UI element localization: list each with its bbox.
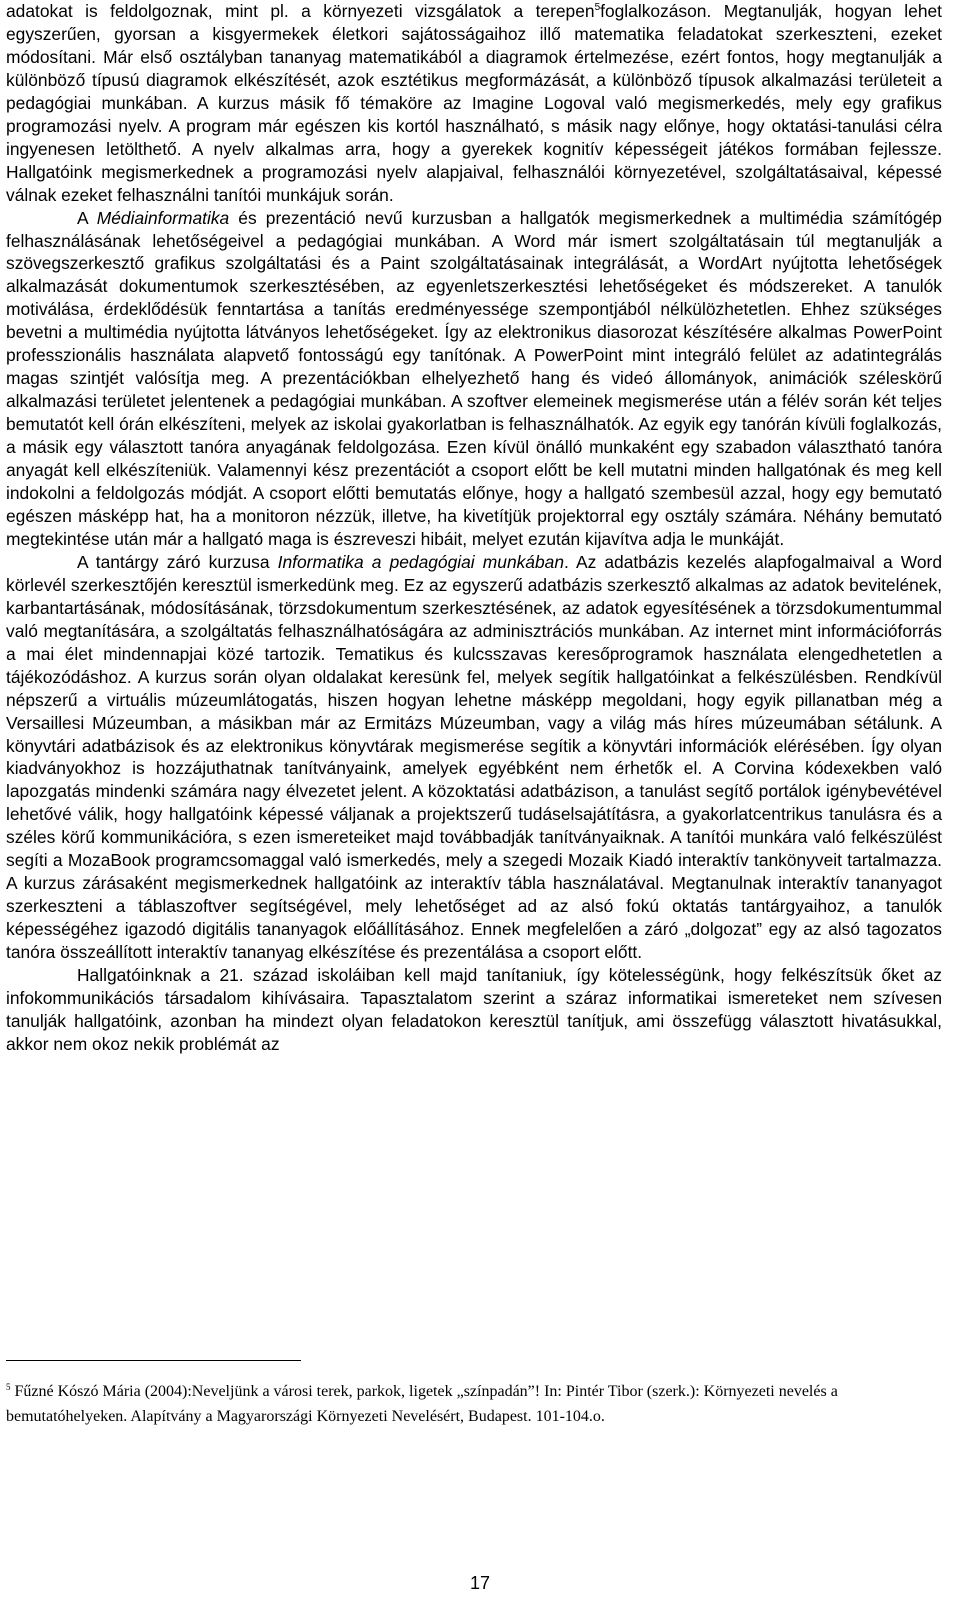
page-number: 17	[469, 1573, 491, 1593]
course-title: Informatika a pedagógiai munkában	[277, 551, 564, 572]
text-run: A tantárgy záró kurzusa	[77, 551, 278, 572]
text-run: adatokat is feldolgoznak, mint pl. a környezeti vizsgálatok a terepen	[6, 1, 595, 21]
paragraph	[6, 207, 942, 551]
paragraph	[6, 0, 942, 207]
course-title: Médiainformatika	[96, 207, 230, 228]
text-run: foglalkozáson. Megtanulják, hogyan lehet egyszerűen, gyorsan a kisgyermekek életkori sajátosságaihoz illő matematika feladatokat szerkeszteni, ezeket módosítani. Már első osztályban tananyag matematikából a diagramok értelmezése, ezért fontos, hogy megtanulják a különböző típusú diagramok elkészítését, azok esztétikus megformázását, a különböző típusok alkalmazási területeit a pedagógiai munkában. A kurzus másik fő témaköre az Imagine Logoval való megismerkedés, mely egy grafikus programozási nyelv. A program már egészen kis kortól használható, s másik nagy előnye, hogy oktatási-tanulási célra ingyenesen letölthető. A nyelv alkalmas arra, hogy a gyerekek kognitív képességeit játékos formában fejlessze. Hallgatóink megismerkednek a programozási nyelv alapjaival, felhasználói környezetével, szolgáltatásaival, képessé válnak ezeket felhasználni tanítói munkájuk során.	[6, 1, 942, 205]
text-run: A	[77, 207, 97, 228]
body-text	[6, 0, 942, 1056]
footnote	[6, 1379, 910, 1429]
paragraph	[6, 551, 942, 964]
text-run: és prezentáció nevű kurzusban a hallgatók megismerkednek a multimédia számítógép felhasználásának lehetőségeivel a pedagógiai munkában. A Word már ismert szolgáltatásain túl megtanulják a szövegszerkesztő grafikus szolgáltatási és a Paint szolgáltatásainak integrálását, a WordArt nyújtotta lehetőségek alkalmazását dokumentumok szerkesztésében, az egyenletszerkesztési lehetőségeket és módszereket. A tanulók motiválása, érdeklődésük fenntartása a tanítás eredményessége szempontjából nélkülözhetetlen. Ehhez szükséges bevetni a multimédia nyújtotta látványos lehetőségeket. Így az elektronikus diasorozat készítésére alkalmas PowerPoint professzionális használata alapvető fontosságú egy tanítónak. A PowerPoint mint integráló felület az adatintegrálás magas szintjét valósítja meg. A prezentációkban elhelyezhető hang és videó állományok, animációk széleskörű alkalmazási területet jelentenek a pedagógiai munkában. A szoftver elemeinek megismerése után a félév során két teljes bemutatót kell órán elkészíteni, melyek az iskolai gyakorlatban is felhasználhatók. Az egyik egy tanórán kívüli foglalkozás, a másik egy választott tanóra anyagának feldolgozása. Ezen kívül önálló munkaként egy szabadon választható tanóra anyagát kell elkészíteniük. Valamennyi kész prezentációt a csoport előtt be kell mutatni minden hallgatónak és meg kell indokolni a feldolgozás módját. A csoport előtti bemutatás előnye, hogy a hallgató szembesül azzal, hogy egy bemutató egészen másképp hat, ha a monitoron nézzük, illetve, ha kivetítjük projektorral egy osztály számára. Néhány bemutató megtekintése után már a hallgató maga is észreveszi hibáit, melyet ezután kijavítva adja le munkáját.	[6, 207, 942, 549]
footnote-text: Fűzné Kószó Mária (2004):Neveljünk a városi terek, parkok, ligetek „színpadán”! In: Pintér Tibor (szerk.): Környezeti nevelés a bemutatóhelyeken. Alapítvány a Magyarországi Környezeti Nevelésért, Budapest. 101-104.o.	[6, 1383, 838, 1425]
paragraph	[6, 964, 942, 1056]
text-run: Hallgatóinknak a 21. század iskoláiban kell majd tanítaniuk, így kötelességünk, hogy felkészítsük őket az infokommunikációs társadalom kihívásaira. Tapasztalatom szerint a száraz informatikai ismereteket nem szívesen tanulják hallgatóink, azonban ha mindezt olyan feladatokon keresztül tanítjuk, ami összefügg választott hivatásukkal, akkor nem okoz nekik problémát az	[6, 965, 942, 1054]
footnote-mark: 5	[6, 1382, 11, 1392]
text-run: . Az adatbázis kezelés alapfogalmaival a Word körlevél szerkesztőjén keresztül ismerkedünk meg. Ez az egyszerű adatbázis szerkesztő alkalmas az adatok bevitelének, karbantartásának, módosításának, törzsdokumentum szerkesztésének, az adatok egyesítésének a törzsdokumentummal való megtanítására, a szolgáltatás felhasználhatóságára az adminisztrációs munkában. Az internet mint információforrás a mai élet mindennapjai közé tartozik. Tematikus és kulcsszavas keresőprogramok használata elengedhetetlen a tájékozódáshoz. A kurzus során olyan oldalakat keresünk fel, melyek segítik hallgatóinkat a felkészülésben. Rendkívül népszerű a virtuális múzeumlátogatás, hiszen hogyan lehetne másképp megoldani, hogy egyik pillanatban még a Versaillesi Múzeumban, a másikban már az Ermitázs Múzeumban, vagy a világ más híres múzeumában sétálunk. A könyvtári adatbázisok és az elektronikus könyvtárak megismerése segítik a könyvtári információk elérésében. Így olyan kiadványokhoz is hozzájuthatnak tanítványaink, amelyek egyébként nem érhetők el. A Corvina kódexekben való lapozgatás mindenki számára nagy élvezetet jelent. A közoktatási adatbázison, a tanulást segítő portálok igénybevétével lehetővé válik, hogy hallgatóink képessé váljanak a projektszerű tudáselsajátításra, a gyakorlatcentrikus tanulásra és a széles körű kommunikációra, s ezen ismereteiket majd továbbadják tanítványaiknak. A tanítói munkára való felkészülést segíti a MozaBook programcsomaggal való ismerkedés, mely a szegedi Mozaik Kiadó interaktív tankönyveit tartalmazza. A kurzus zárásaként megismerkednek hallgatóink az interaktív tábla használatával. Megtanulnak interaktív tananyagot szerkeszteni a táblaszoftver segítségével, mely lehetőséget ad az alsó fokú oktatás tantárgyaihoz, a tanulók képességéhez igazodó digitális tananyagok előállításához. Ennek megfelelően a záró „dolgozat” egy az alsó tagozatos tanóra összeállított interaktív tananyag elkészítése és prezentálása a csoport előtt.	[6, 551, 942, 963]
footnote-reference: 5	[594, 2, 601, 13]
footnote-separator	[6, 1360, 301, 1361]
